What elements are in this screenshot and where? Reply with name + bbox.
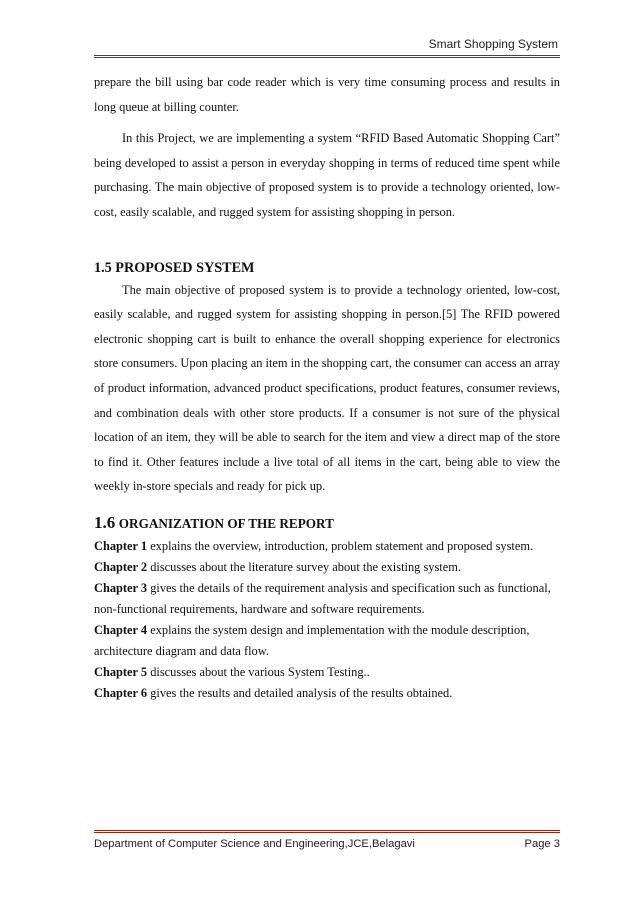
- chapter-label: Chapter 3: [94, 580, 148, 595]
- page-number: Page 3: [524, 838, 560, 850]
- section-title: ORGANIZATION OF THE REPORT: [118, 515, 334, 531]
- chapter-description: explains the system design and implementation with the module description, architecture diagram and data flow.: [94, 622, 530, 658]
- chapter-item: [94, 620, 560, 662]
- chapter-description: explains the overview, introduction, problem statement and proposed system.: [147, 538, 534, 553]
- header-rule: [94, 55, 560, 58]
- chapter-description: gives the details of the requirement analysis and specification such as functional, non-functional requirements, hardware and software requirements.: [94, 580, 551, 616]
- chapter-list: [94, 536, 560, 704]
- chapter-label: Chapter 5: [94, 664, 148, 679]
- chapter-label: Chapter 6: [94, 685, 148, 700]
- footer-rule: [94, 830, 560, 833]
- chapter-label: Chapter 1: [94, 538, 148, 553]
- chapter-label: Chapter 4: [94, 622, 148, 637]
- chapter-description: gives the results and detailed analysis of the results obtained.: [147, 685, 453, 700]
- page-body: [94, 70, 560, 704]
- footer-department: Department of Computer Science and Engineering,JCE,Belagavi: [94, 838, 415, 850]
- paragraph-project-intro: In this Project, we are implementing a system “RFID Based Automatic Shopping Cart” being developed to assist a person in everyday shopping in terms of reduced time spent while purchasing. The main objective of proposed system is to provide a technology oriented, low-cost, easily scalable, and rugged system for assisting shopping in person.: [94, 131, 560, 219]
- chapter-item: [94, 557, 560, 578]
- section-heading-organization: [94, 513, 560, 533]
- section-number: 1.6: [94, 512, 116, 532]
- chapter-description: discusses about the literature survey about the existing system.: [147, 559, 461, 574]
- chapter-item: [94, 683, 560, 704]
- chapter-label: Chapter 2: [94, 559, 148, 574]
- chapter-item: [94, 536, 560, 557]
- paragraph-continuation: prepare the bill using bar code reader which is very time consuming process and results in long queue at billing counter.: [94, 75, 560, 114]
- section-heading-proposed-system: 1.5 PROPOSED SYSTEM: [94, 259, 255, 276]
- chapter-description: discusses about the various System Testing..: [147, 664, 370, 679]
- chapter-item: [94, 578, 560, 620]
- chapter-item: [94, 662, 560, 683]
- paragraph-proposed-system: The main objective of proposed system is to provide a technology oriented, low-cost, easily scalable, and rugged system for assisting shopping in person.[5] The RFID powered electronic shopping cart is built to enhance the overall shopping experience for electronics store consumers. Upon placing an item in the shopping cart, the consumer can access an array of product information, advanced product specifications, product features, consumer reviews, and combination deals with other store products. If a consumer is not sure of the physical location of an item, they will be able to search for the item and view a direct map of the store to find it. Other features include a live total of all items in the cart, being able to view the weekly in-store specials and ready for pick up.: [94, 282, 560, 494]
- running-header: Smart Shopping System: [428, 37, 558, 51]
